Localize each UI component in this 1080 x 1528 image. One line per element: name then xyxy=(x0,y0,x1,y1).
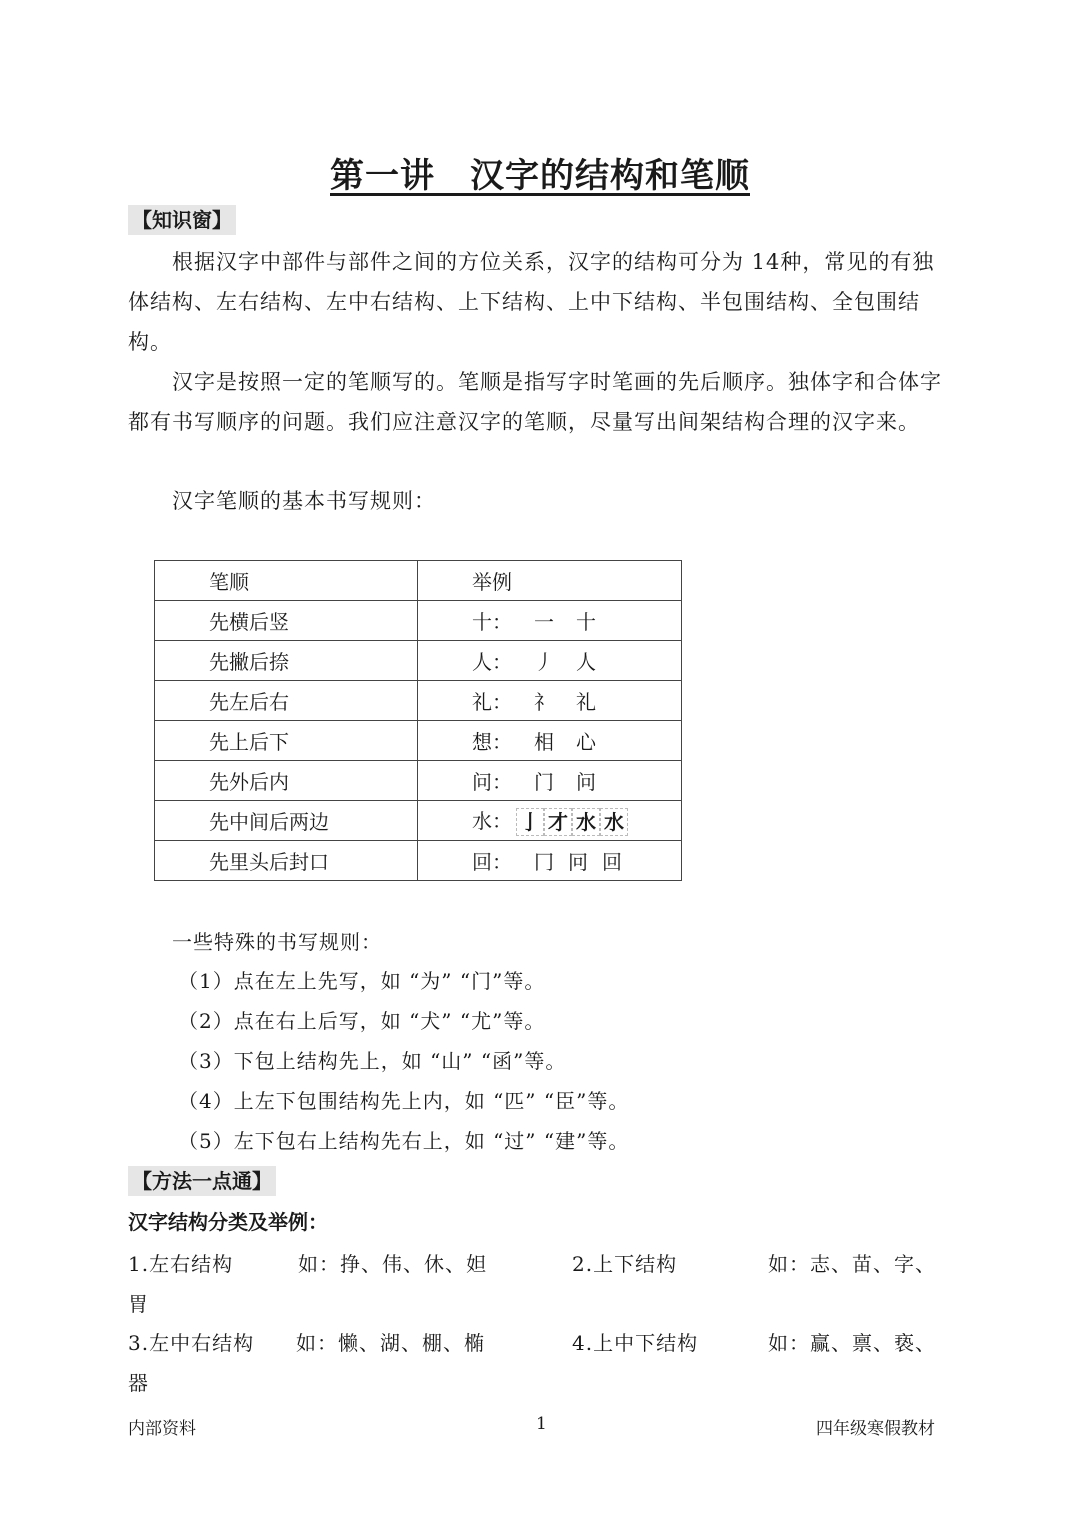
table-row xyxy=(155,841,682,881)
table-row xyxy=(155,721,682,761)
example-cell: 礼： 礻 礼 xyxy=(418,681,682,721)
example-cell: 想： 相 心 xyxy=(418,721,682,761)
rule-cell: 先中间后两边 xyxy=(155,801,418,841)
paragraph-structure: 根据汉字中部件与部件之间的方位关系，汉字的结构可分为 14种，常见的有独体结构、左右结构、左中右结构、上下结构、上中下结构、半包围结构、全包围结构。 xyxy=(128,250,935,354)
structure-examples: 如：挣、伟、休、妲 xyxy=(298,1252,487,1276)
special-rule-item: （5）左下包右上结构先右上，如 “过” “建”等。 xyxy=(178,1129,630,1153)
structure-heading: 汉字结构分类及举例： xyxy=(128,1210,328,1234)
structure-examples: 如：志、苗、字、 xyxy=(768,1252,936,1276)
structure-label: 1.左右结构 xyxy=(128,1252,234,1276)
table-row xyxy=(155,761,682,801)
rule-cell: 先左后右 xyxy=(155,681,418,721)
table-row xyxy=(155,601,682,641)
paragraph-stroke-order: 汉字是按照一定的笔顺写的。笔顺是指写字时笔画的先后顺序。独体字和合体字都有书写顺序的问题。我们应注意汉字的笔顺，尽量写出间架结构合理的汉字来。 xyxy=(128,370,942,434)
special-rule-item: （1）点在左上先写，如 “为” “门”等。 xyxy=(178,969,546,993)
example-cell: 问： 门 问 xyxy=(418,761,682,801)
table-row xyxy=(155,801,682,841)
structure-label: 2.上下结构 xyxy=(572,1252,678,1276)
page-number: 1 xyxy=(536,1414,547,1434)
table-row xyxy=(155,681,682,721)
example-cell: 回： 冂 冋 回 xyxy=(418,841,682,881)
rule-cell: 先撇后捺 xyxy=(155,641,418,681)
footer-left: 内部资料 xyxy=(128,1419,196,1439)
footer-right: 四年级寒假教材 xyxy=(816,1419,935,1439)
special-rules-intro: 一些特殊的书写规则： xyxy=(172,930,382,954)
structure-examples: 如：赢、禀、亵、 xyxy=(768,1331,936,1355)
table-header-cell: 笔顺 xyxy=(155,561,418,601)
structure-continuation: 胃 xyxy=(128,1292,149,1316)
special-rule-item: （2）点在右上后写，如 “犬” “尤”等。 xyxy=(178,1009,546,1033)
rule-cell: 先上后下 xyxy=(155,721,418,761)
structure-continuation: 器 xyxy=(128,1371,149,1395)
structure-label: 3.左中右结构 xyxy=(128,1331,255,1355)
structure-examples: 如：懒、湖、棚、椭 xyxy=(296,1331,485,1355)
table-header-cell: 举例 xyxy=(418,561,682,601)
section-tag-knowledge: 【知识窗】 xyxy=(128,205,236,235)
stroke-order-table xyxy=(154,560,682,881)
rules-intro: 汉字笔顺的基本书写规则： xyxy=(172,489,436,513)
section-tag-method: 【方法一点通】 xyxy=(128,1166,276,1196)
example-cell: 十： 一 十 xyxy=(418,601,682,641)
example-cell: 人： 丿 人 xyxy=(418,641,682,681)
structure-label: 4.上中下结构 xyxy=(572,1331,699,1355)
special-rule-item: （4）上左下包围结构先上内，如 “匹” “臣”等。 xyxy=(178,1089,630,1113)
table-row xyxy=(155,641,682,681)
example-cell: 水： 亅 才 水 水 xyxy=(418,801,682,841)
special-rule-item: （3）下包上结构先上，如 “山” “函”等。 xyxy=(178,1049,567,1073)
rule-cell: 先里头后封口 xyxy=(155,841,418,881)
rule-cell: 先外后内 xyxy=(155,761,418,801)
rule-cell: 先横后竖 xyxy=(155,601,418,641)
page-title: 第一讲 汉字的结构和笔顺 xyxy=(330,156,750,196)
stroke-sequence-image: 亅 才 水 水 xyxy=(516,808,628,836)
table-header-row xyxy=(155,561,682,601)
